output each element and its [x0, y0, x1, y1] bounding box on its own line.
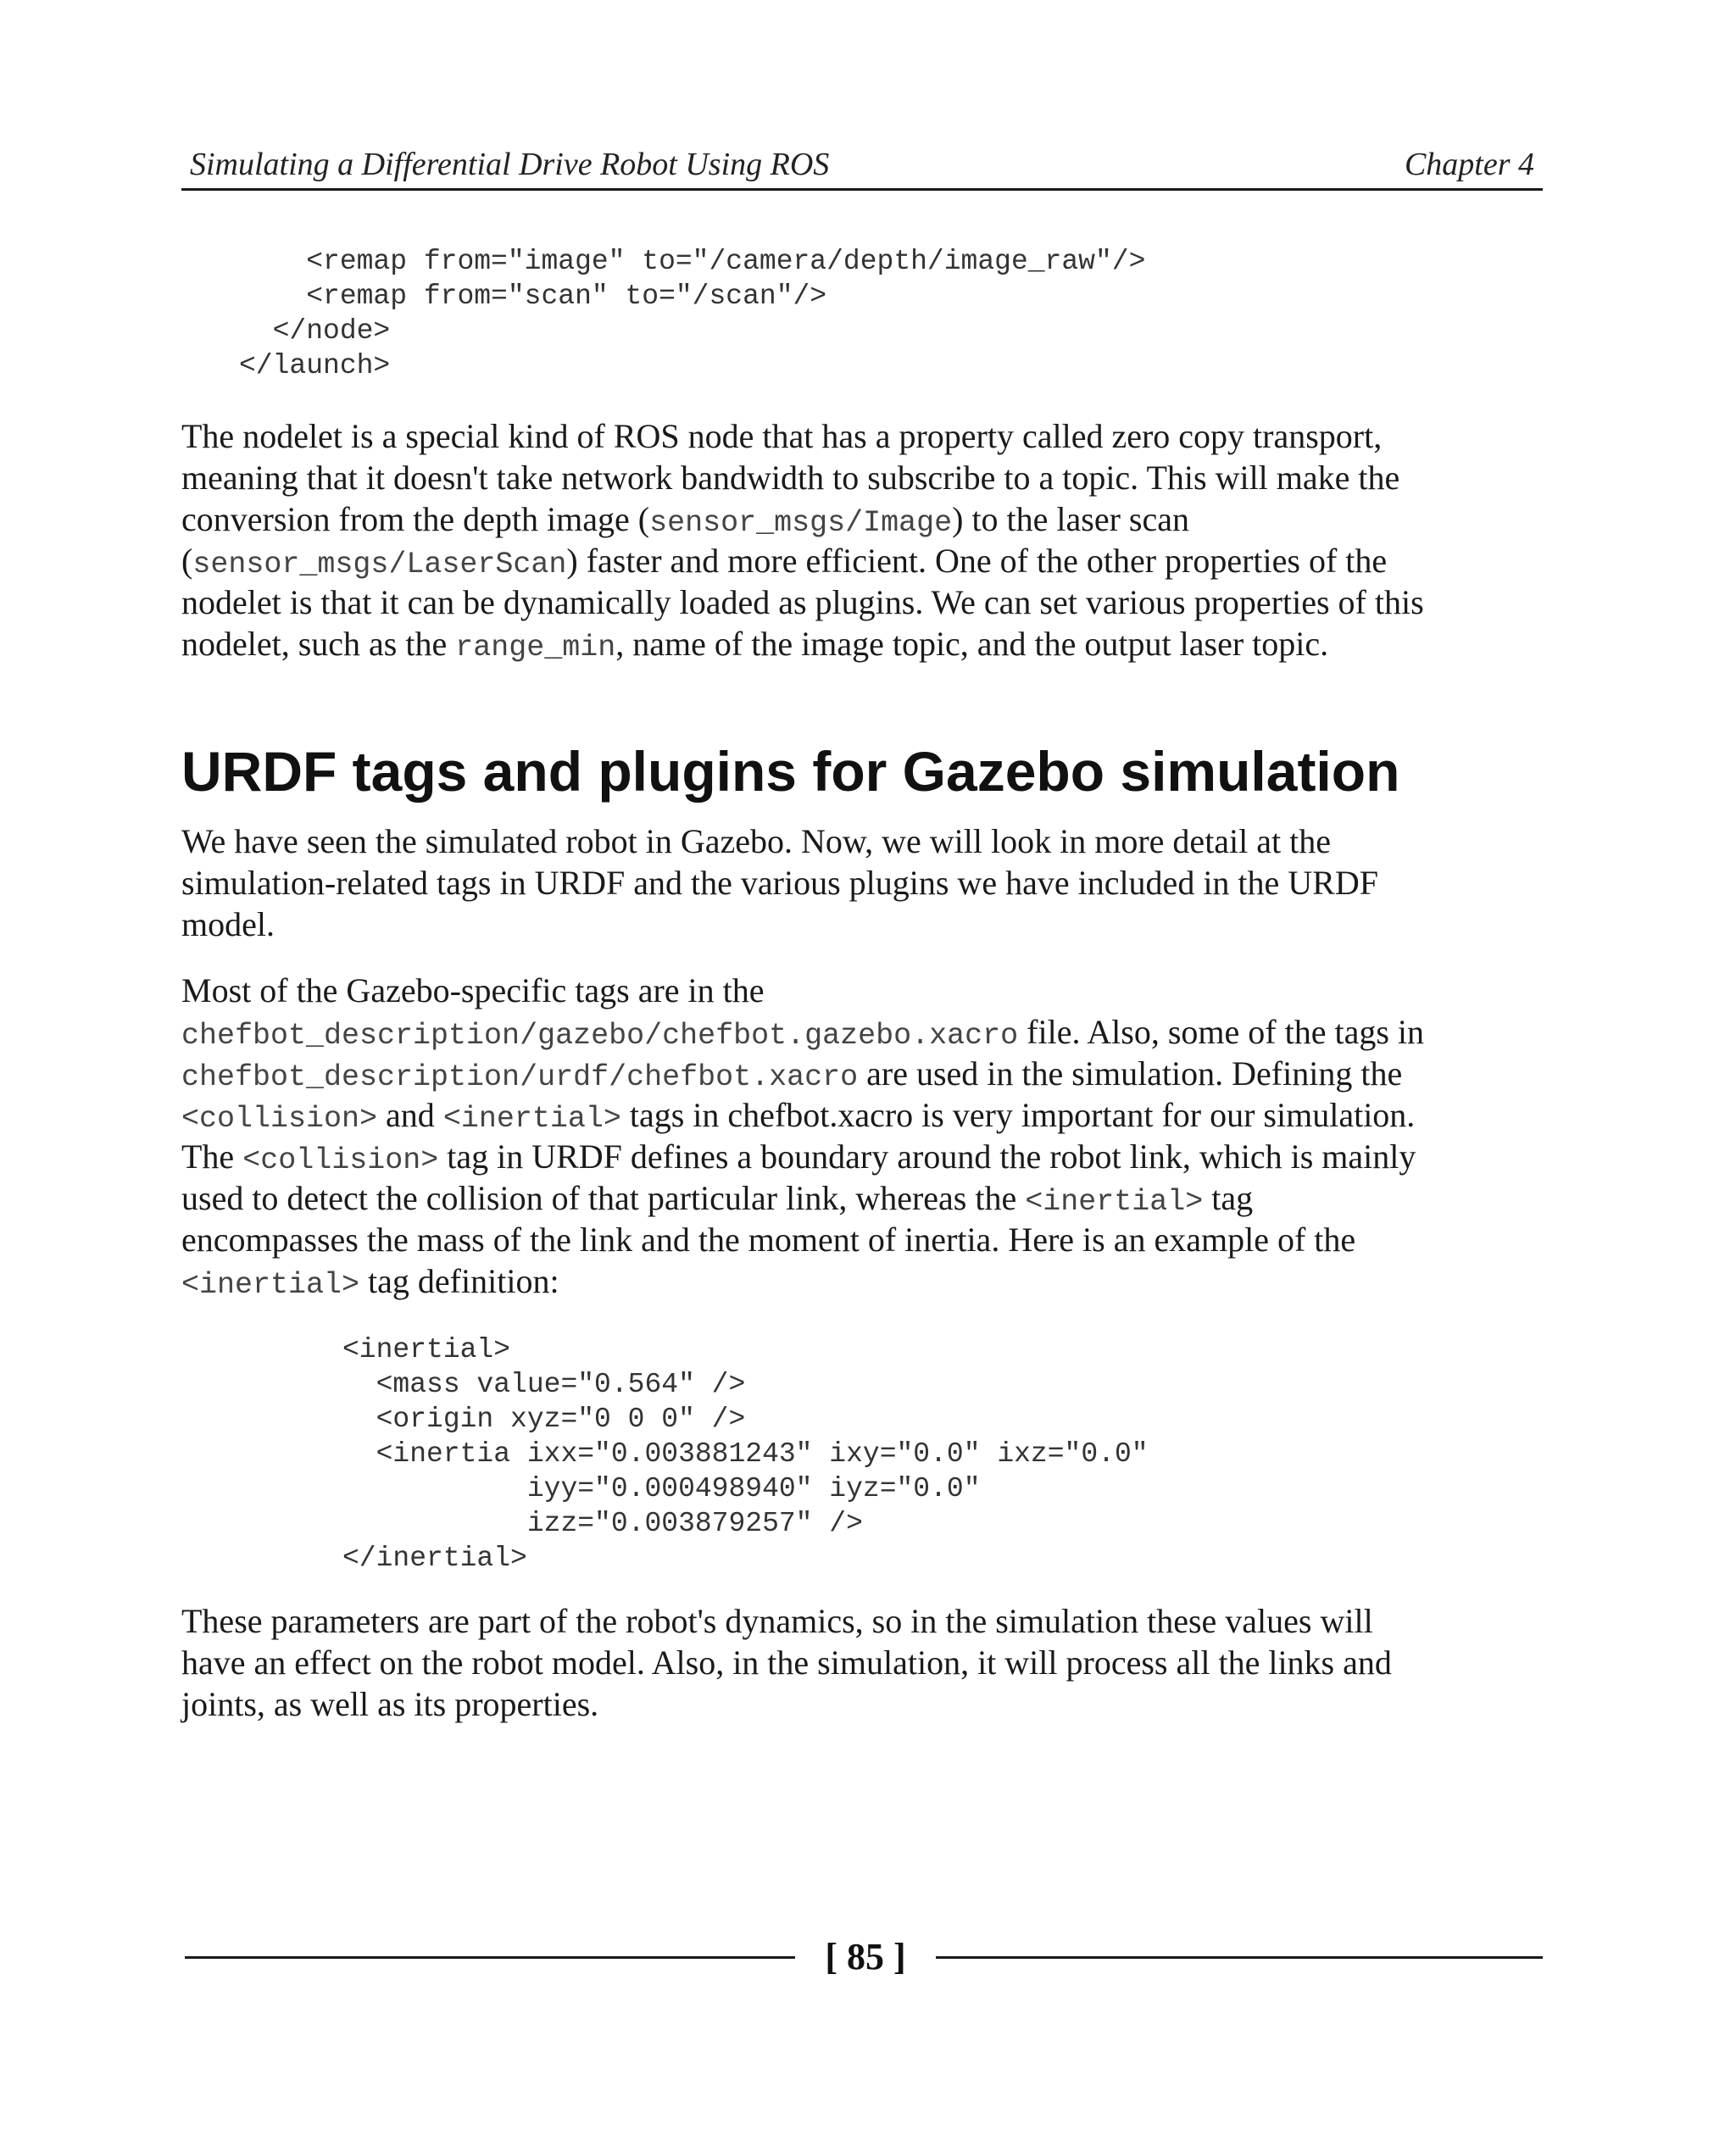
inline-code: chefbot_description/urdf/chefbot.xacro	[181, 1060, 859, 1094]
text-run: used to detect the collision of that particular link, whereas the	[181, 1179, 1026, 1217]
text-line	[181, 498, 1555, 540]
code-line: <origin xyz="0 0 0" />	[342, 1404, 746, 1435]
text-line: have an effect on the robot model. Also, in the simulation, it will process all the links and	[181, 1643, 1392, 1682]
code-line: <mass value="0.564" />	[342, 1369, 746, 1400]
inline-code: <collision>	[242, 1143, 439, 1177]
paragraph-dynamics	[181, 1600, 1555, 1725]
running-header	[181, 141, 1543, 191]
text-line: The nodelet is a special kind of ROS node that has a property called zero copy transport,	[181, 417, 1383, 455]
code-line: iyy="0.000498940" iyz="0.0"	[342, 1473, 981, 1504]
text-line	[181, 1094, 1555, 1136]
text-run: (	[181, 542, 193, 580]
text-line: Most of the Gazebo-specific tags are in the	[181, 971, 765, 1009]
text-line: joints, as well as its properties.	[181, 1685, 599, 1723]
text-line	[181, 540, 1555, 581]
code-line: <inertia ixx="0.003881243" ixy="0.0" ixz="0.0"	[342, 1438, 1149, 1470]
text-line: These parameters are part of the robot's dynamics, so in the simulation these values will	[181, 1602, 1373, 1640]
code-line: <remap from="scan" to="/scan"/>	[239, 281, 827, 312]
inline-code: <collision>	[181, 1102, 378, 1136]
text-line: model.	[181, 905, 275, 943]
text-line: meaning that it doesn't take network bandwidth to subscribe to a topic. This will make the	[181, 459, 1400, 497]
text-line: simulation-related tags in URDF and the various plugins we have included in the URDF	[181, 864, 1378, 902]
paragraph-nodelet	[181, 415, 1555, 665]
book-title: Simulating a Differential Drive Robot Using ROS	[190, 147, 830, 182]
text-line	[181, 1260, 1555, 1302]
chapter-label: Chapter 4	[1404, 147, 1534, 182]
code-line: </inertial>	[342, 1543, 527, 1574]
text-line	[181, 1053, 1555, 1094]
inline-code: sensor_msgs/LaserScan	[192, 548, 567, 581]
text-run: ) faster and more efficient. One of the other properties of the	[566, 542, 1388, 580]
code-block-launch	[239, 244, 1145, 383]
inline-code: chefbot_description/gazebo/chefbot.gazebo.xacro	[181, 1019, 1019, 1053]
inline-code: <inertial>	[1025, 1185, 1204, 1219]
page-number: [ 85 ]	[825, 1936, 906, 1977]
inline-code: <inertial>	[442, 1102, 621, 1136]
inline-code: sensor_msgs/Image	[649, 506, 953, 540]
text-run: tag in URDF defines a boundary around the robot link, which is mainly	[438, 1137, 1416, 1176]
paragraph-intro	[181, 820, 1555, 945]
text-run: tag definition:	[359, 1262, 559, 1300]
text-line	[181, 1011, 1555, 1053]
text-line: encompasses the mass of the link and the moment of inertia. Here is an example of the	[181, 1221, 1356, 1259]
text-line: We have seen the simulated robot in Gazebo. Now, we will look in more detail at the	[181, 822, 1332, 860]
code-block-inertial	[342, 1332, 1149, 1576]
text-run: file. Also, some of the tags in	[1018, 1013, 1424, 1051]
code-line: <remap from="image" to="/camera/depth/image_raw"/>	[239, 246, 1146, 277]
text-run: and	[377, 1096, 443, 1134]
footer-rule-left	[185, 1956, 795, 1959]
code-line: <inertial>	[342, 1334, 511, 1365]
text-run: tags in chefbot.xacro is very important for our simulation.	[620, 1096, 1416, 1134]
text-line	[181, 1136, 1555, 1177]
section-heading: URDF tags and plugins for Gazebo simulation	[181, 740, 1400, 803]
text-run: are used in the simulation. Defining the	[858, 1054, 1403, 1093]
text-line: nodelet is that it can be dynamically loaded as plugins. We can set various properties of this	[181, 583, 1424, 621]
inline-code: range_min	[455, 631, 616, 665]
inline-code: <inertial>	[181, 1268, 360, 1302]
text-run: nodelet, such as the	[181, 625, 456, 663]
text-line	[181, 1177, 1555, 1219]
text-run: tag	[1203, 1179, 1254, 1217]
text-run: , name of the image topic, and the output laser topic.	[615, 625, 1329, 663]
code-line: </launch>	[239, 350, 391, 381]
text-run: The	[181, 1137, 243, 1176]
code-line: </node>	[239, 315, 391, 347]
text-line	[181, 623, 1555, 665]
text-run: ) to the laser scan	[952, 500, 1190, 538]
paragraph-gazebo-tags	[181, 970, 1555, 1302]
footer-rule-right	[936, 1956, 1543, 1959]
code-line: izz="0.003879257" />	[342, 1508, 863, 1539]
text-run: conversion from the depth image (	[181, 500, 650, 538]
